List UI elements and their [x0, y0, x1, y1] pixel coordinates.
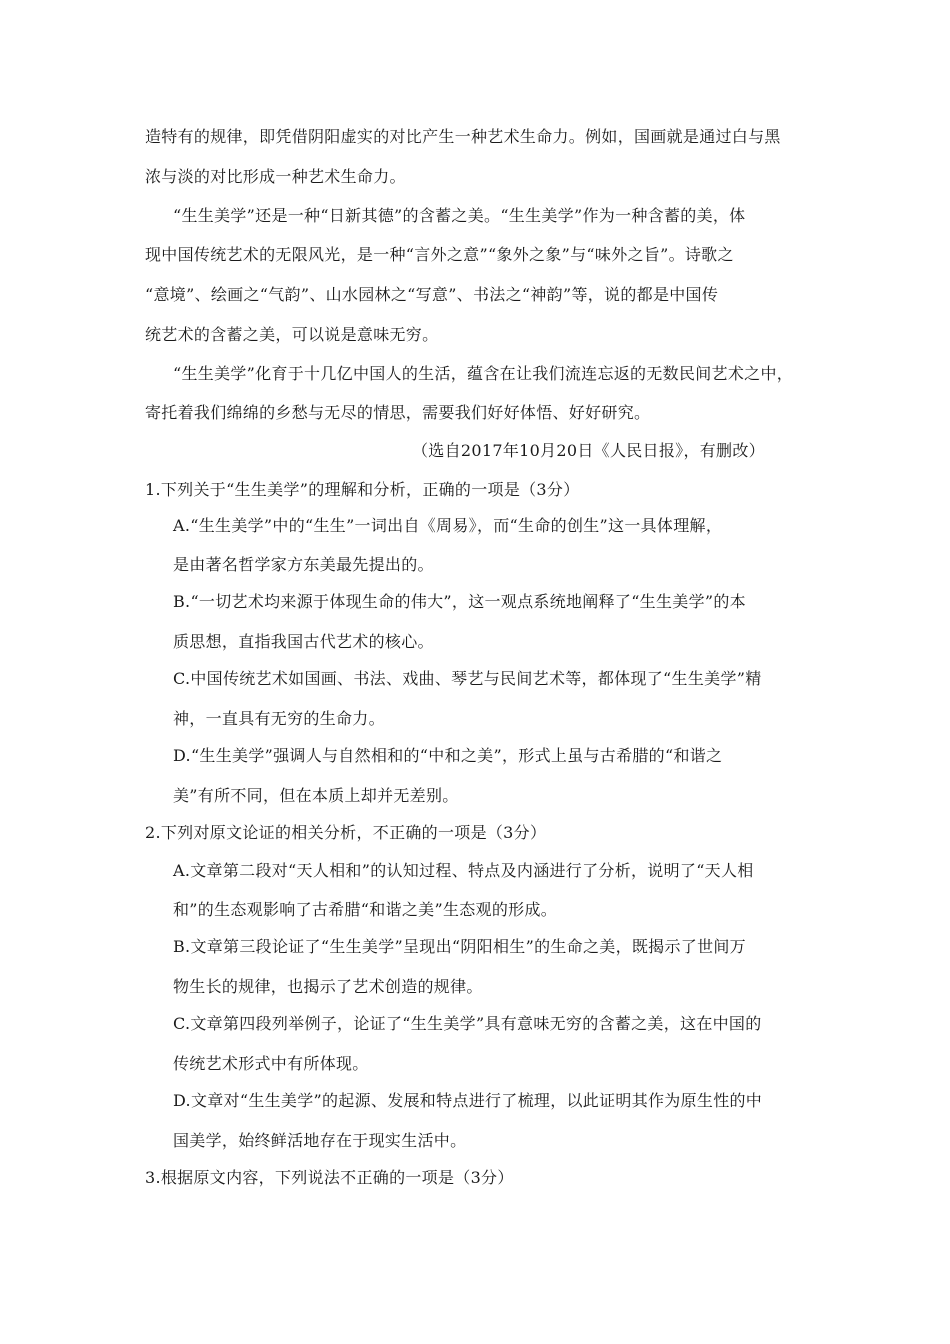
- question-1-option-b-line-1: B.“一切艺术均来源于体现生命的伟大”，这一观点系统地阐释了“生生美学”的本: [173, 592, 746, 611]
- question-2-option-c-line-1: C.文章第四段列举例子，论证了“生生美学”具有意味无穷的含蓄之美，这在中国的: [173, 1014, 762, 1033]
- question-2-option-c-line-2: 传统艺术形式中有所体现。: [173, 1054, 369, 1073]
- question-1-option-a-line-2: 是由著名哲学家方东美最先提出的。: [173, 555, 434, 574]
- question-2-option-d-line-1: D.文章对“生生美学”的起源、发展和特点进行了梳理，以此证明其作为原生性的中: [173, 1091, 763, 1110]
- passage-p1-line-2: 浓与淡的对比形成一种艺术生命力。: [145, 167, 406, 186]
- question-1-option-b-line-2: 质思想，直指我国古代艺术的核心。: [173, 632, 434, 651]
- passage-p2-line-2: 现中国传统艺术的无限风光，是一种“言外之意”“象外之象”与“味外之旨”。诗歌之: [145, 245, 734, 264]
- passage-p3-line-2: 寄托着我们绵绵的乡愁与无尽的情思，需要我们好好体悟、好好研究。: [145, 403, 651, 422]
- question-2-option-b-line-2: 物生长的规律，也揭示了艺术创造的规律。: [173, 977, 483, 996]
- question-1-option-c-line-1: C.中国传统艺术如国画、书法、戏曲、琴艺与民间艺术等，都体现了“生生美学”精: [173, 669, 762, 688]
- question-2-stem: 2.下列对原文论证的相关分析，不正确的一项是（3分）: [145, 823, 547, 842]
- question-3-stem: 3.根据原文内容，下列说法不正确的一项是（3分）: [145, 1168, 514, 1187]
- question-1-option-a-line-1: A.“生生美学”中的“生生”一词出自《周易》，而“生命的创生”这一具体理解，: [173, 516, 723, 535]
- question-2-option-b-line-1: B.文章第三段论证了“生生美学”呈现出“阴阳相生”的生命之美，既揭示了世间万: [173, 937, 746, 956]
- passage-p2-line-4: 统艺术的含蓄之美，可以说是意味无穷。: [145, 325, 439, 344]
- passage-p2-line-1: “生生美学”还是一种“日新其德”的含蓄之美。“生生美学”作为一种含蓄的美，体: [173, 206, 746, 225]
- question-1-stem: 1.下列关于“生生美学”的理解和分析，正确的一项是（3分）: [145, 480, 580, 499]
- passage-p1-line-1: 造特有的规律，即凭借阴阳虚实的对比产生一种艺术生命力。例如，国画就是通过白与黑: [145, 127, 781, 146]
- question-1-option-d-line-1: D.“生生美学”强调人与自然相和的“中和之美”，形式上虽与古希腊的“和谐之: [173, 746, 723, 765]
- question-2-option-d-line-2: 国美学，始终鲜活地存在于现实生活中。: [173, 1131, 467, 1150]
- source-citation: （选自2017年10月20日《人民日报》，有删改）: [412, 441, 765, 460]
- question-2-option-a-line-2: 和”的生态观影响了古希腊“和谐之美”生态观的形成。: [173, 900, 558, 919]
- question-1-option-d-line-2: 美”有所不同，但在本质上却并无差别。: [173, 786, 459, 805]
- passage-p2-line-3: “意境”、绘画之“气韵”、山水园林之“写意”、书法之“神韵”等，说的都是中国传: [145, 285, 719, 304]
- passage-p3-line-1: “生生美学”化育于十几亿中国人的生活，蕴含在让我们流连忘返的无数民间艺术之中，: [173, 364, 794, 383]
- question-2-option-a-line-1: A.文章第二段对“天人相和”的认知过程、特点及内涵进行了分析，说明了“天人相: [173, 861, 754, 880]
- question-1-option-c-line-2: 神，一直具有无穷的生命力。: [173, 709, 385, 728]
